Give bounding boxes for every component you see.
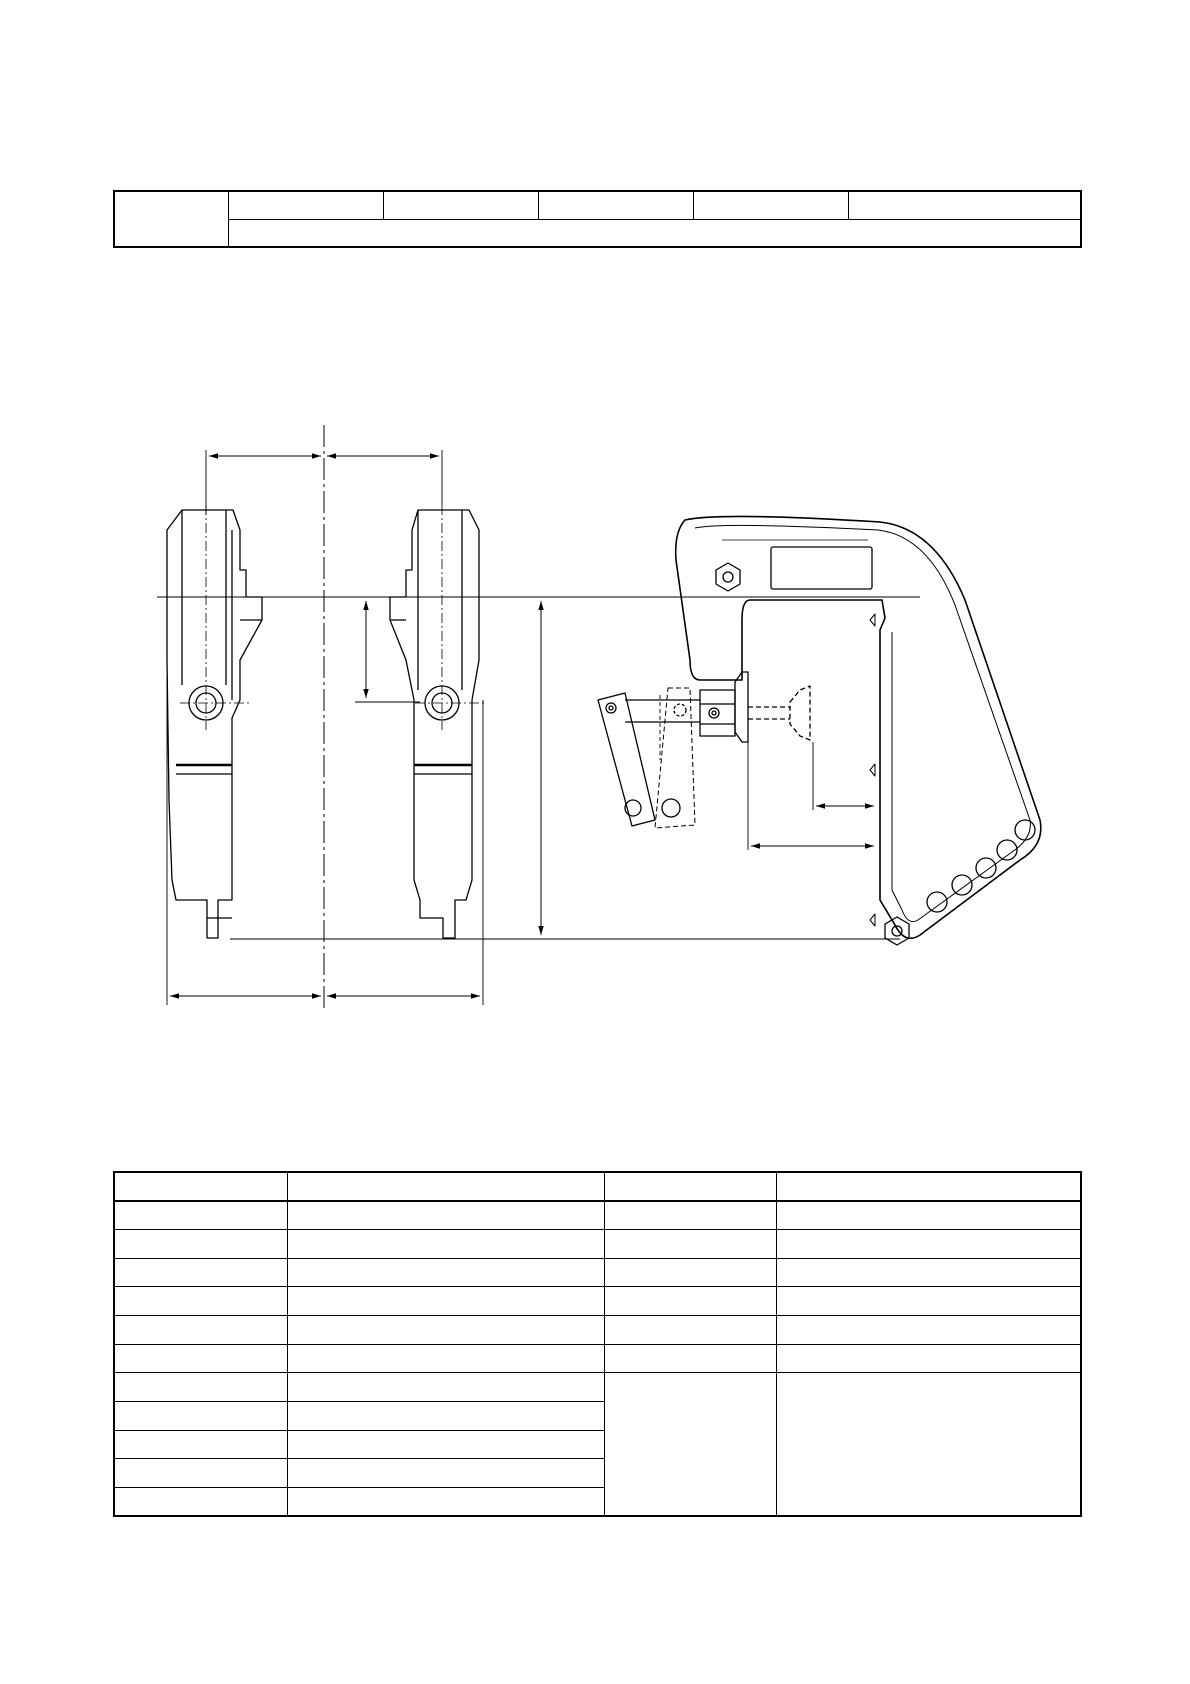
table-cell [114,1287,288,1316]
table-cell [288,1201,605,1230]
table-cell [288,1373,605,1402]
table-row [114,1201,1081,1230]
table-cell [777,1344,1082,1373]
table-cell [114,1402,288,1431]
table-cell [605,1287,777,1316]
specification-table [113,1171,1082,1517]
table-cell [288,1402,605,1431]
table-row [114,1258,1081,1287]
table-row [114,1229,1081,1258]
table-cell [605,1315,777,1344]
table-cell [605,1258,777,1287]
table-row [114,1344,1081,1373]
table-cell [114,1459,288,1488]
pin-hole [997,840,1017,860]
table-cell [288,1229,605,1258]
table-cell [605,1344,777,1373]
table-cell [777,1172,1082,1201]
clamp-side-view-left [167,505,262,938]
table-cell [288,1315,605,1344]
pin-hole [952,875,972,895]
table-cell [114,1258,288,1287]
table-cell [114,1315,288,1344]
table-cell [605,1172,777,1201]
hex-nut-top [716,563,740,591]
clamp-handle-phantom [655,688,695,828]
table-cell [777,1258,1082,1287]
table-cell [777,1201,1082,1230]
table-cell [605,1229,777,1258]
table-cell [114,1488,288,1517]
clamp-side-view-right [390,505,485,938]
table-cell [605,1201,777,1230]
table-row [114,1315,1081,1344]
table-cell [288,1344,605,1373]
table-row [114,1172,1081,1201]
table-cell [288,1459,605,1488]
table-merged-cell [777,1373,1082,1516]
table-cell [114,1344,288,1373]
clamp-handle [598,693,655,826]
table-merged-cell [605,1373,777,1516]
label-plate [771,547,872,589]
pin-hole [976,858,996,878]
table-cell [777,1287,1082,1316]
hex-nut-bottom [885,917,909,945]
table-cell [114,1172,288,1201]
table-cell [114,1201,288,1230]
pin-hole [927,892,947,912]
table-cell [114,1373,288,1402]
c-frame-clamp-front-view [598,516,1041,945]
table-row [114,1287,1081,1316]
table-cell [288,1258,605,1287]
table-cell [288,1430,605,1459]
pin-hole [1015,820,1035,840]
table-cell [288,1287,605,1316]
table-cell [777,1229,1082,1258]
table-cell [777,1315,1082,1344]
table-cell [288,1172,605,1201]
table-cell [114,1430,288,1459]
table-row [114,1373,1081,1402]
table-cell [114,1229,288,1258]
table-cell [288,1488,605,1517]
